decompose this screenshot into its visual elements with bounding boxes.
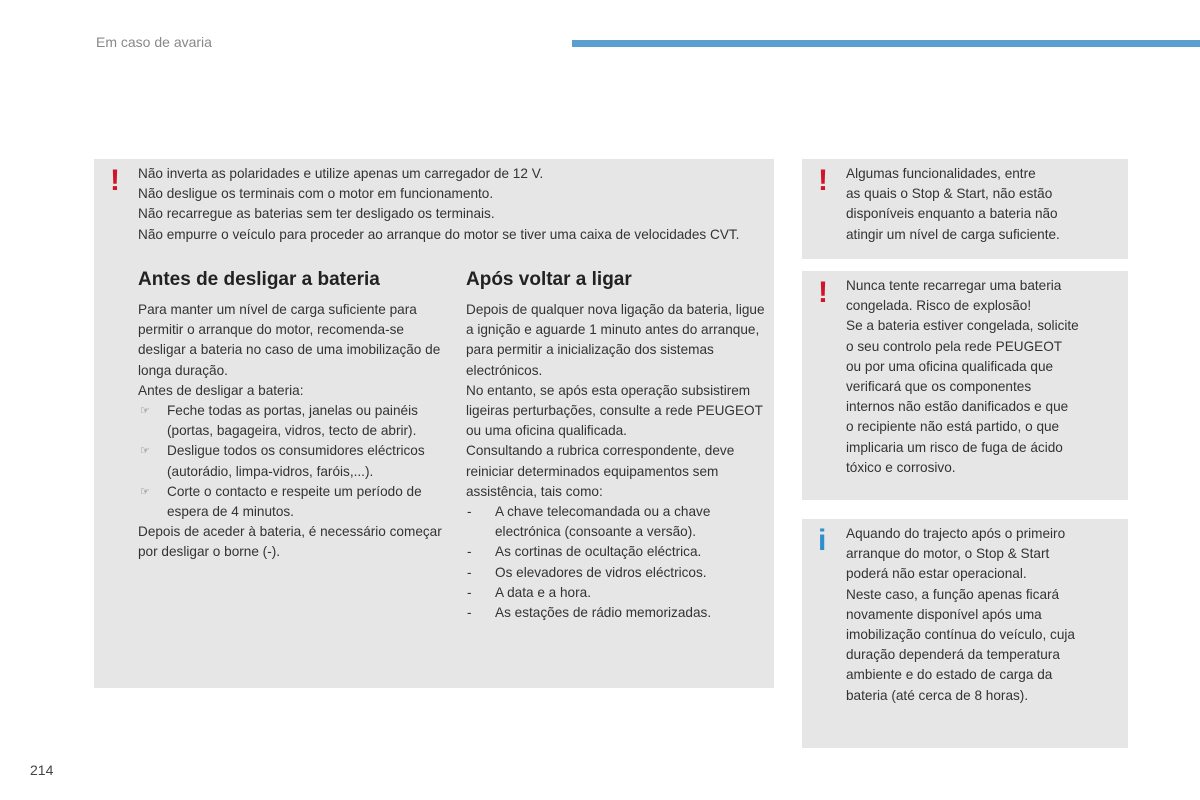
after-reconnect-column [466,268,766,623]
header-accent-bar [572,40,1200,47]
list-item: ☞ Desligue todos os consumidores eléctricos (autorádio, limpa-vidros, faróis,...). [140,443,425,479]
reinit-equipment-list [466,502,766,623]
before-disconnect-intro: Para manter um nível de carga suficiente para permitir o arranque do motor, recomenda-se desligar a bateria no caso de uma imobilização de longa duração. [138,302,441,378]
list-item: - A data e a hora. [467,584,591,600]
before-disconnect-lead-in: Antes de desligar a bateria: [138,382,304,398]
after-reconnect-para: Depois de qualquer nova ligação da bateria, ligue a ignição e aguarde 1 minuto antes do arranque, para permitir a inicialização dos sistemas electrónicos. [466,302,765,378]
list-item: - Os elevadores de vidros eléctricos. [467,564,707,580]
pointing-hand-icon: ☞ [140,485,150,498]
stop-start-warning-text: Algumas funcionalidades, entre as quais o Stop & Start, não estão disponíveis enquanto a bateria não atingir um nível de carga suficiente. [846,166,1060,242]
warning-list [138,164,758,245]
after-reconnect-para: No entanto, se após esta operação subsistirem ligeiras perturbações, consulte a rede PEUGEOT ou uma oficina qualificada. [466,382,763,439]
before-disconnect-heading: Antes de desligar a bateria [138,269,380,290]
list-item: ☞ Corte o contacto e respeite um período de espera de 4 minutos. [140,483,422,520]
alert-icon: ! [818,164,828,197]
pointing-hand-icon: ☞ [140,445,150,458]
frozen-battery-warning-text: Nunca tente recarregar uma bateria congelada. Risco de explosão! Se a bateria estiver congelada, solicite o seu controlo pela rede PEUGEOT ou por uma oficina qualificada que verificará que os componentes internos não estão danificados e que o recipiente não está partido, o que implicaria um risco de fuga de ácido tóxico e corrosivo. [846,278,1079,475]
list-item: ☞ Feche todas as portas, janelas ou painéis (portas, bagageira, vidros, tecto de abrir). [140,403,418,439]
after-reconnect-para: Consultando a rubrica correspondente, deve reiniciar determinados equipamentos sem assistência, tais como: [466,443,735,499]
stop-start-info-text: Aquando do trajecto após o primeiro arranque do motor, o Stop & Start poderá não estar operacional. Neste caso, a função apenas ficará novamente disponível após uma imobilização contínua do veículo, cuja duração dependerá da temperatura ambiente e do estado de carga da bateria (até cerca de 8 horas). [846,526,1075,703]
before-disconnect-steps [138,401,450,522]
warning-line: Não desligue os terminais com o motor em funcionamento. [138,186,494,202]
page-number: 214 [30,762,54,778]
after-reconnect-heading: Após voltar a ligar [466,269,632,290]
before-disconnect-outro: Depois de aceder à bateria, é necessário começar por desligar o borne (-). [138,524,442,560]
list-item: - As estações de rádio memorizadas. [467,605,712,621]
pointing-hand-icon: ☞ [140,405,150,418]
warning-line: Não recarregue as baterias sem ter desligado os terminais. [138,206,495,222]
before-disconnect-column [138,268,450,563]
list-item: - A chave telecomandada ou a chave electrónica (consoante a versão). [467,504,711,540]
warning-line: Não empurre o veículo para proceder ao arranque do motor se tiver uma caixa de velocidades CVT. [138,226,740,242]
info-icon: i [818,524,827,557]
alert-icon: ! [818,276,828,309]
section-title: Em caso de avaria [96,34,212,50]
list-item: - As cortinas de ocultação eléctrica. [467,544,702,560]
warning-line: Não inverta as polaridades e utilize apenas um carregador de 12 V. [138,166,544,181]
alert-icon: ! [110,164,120,197]
